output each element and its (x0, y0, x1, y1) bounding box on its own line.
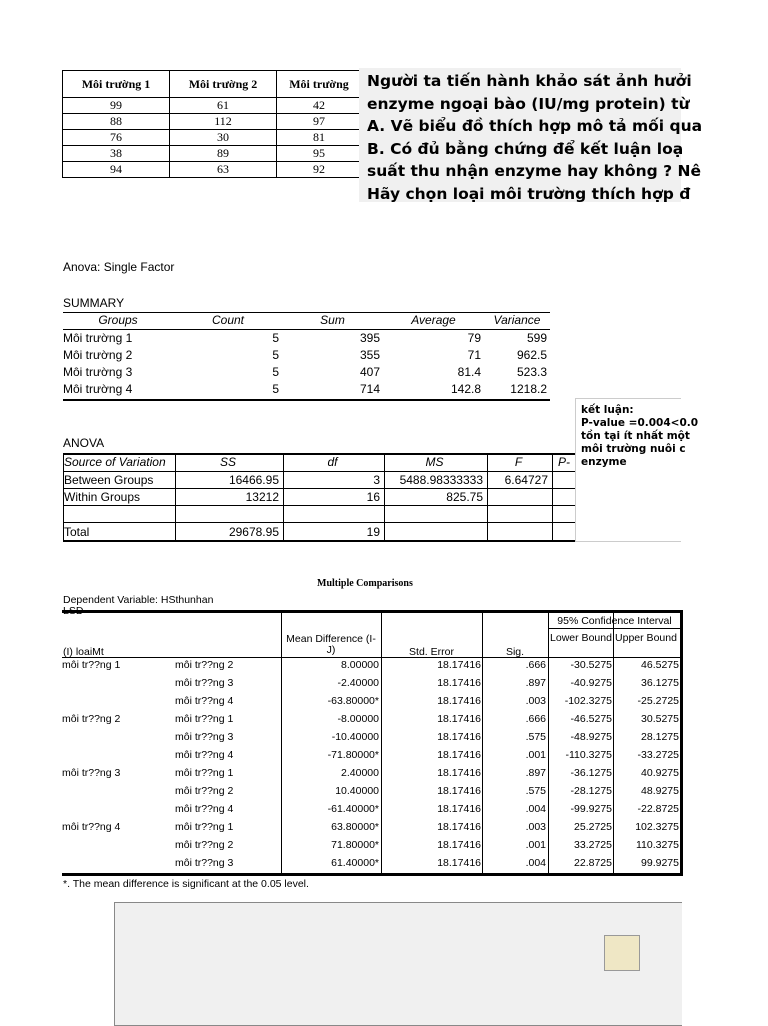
mc-cell: -110.3275 (565, 749, 612, 761)
ci-header: 95% Confidence Interval (557, 615, 672, 627)
mc-cell: 18.17416 (437, 677, 481, 689)
header-cell: Môi trường (277, 71, 362, 98)
table-row (63, 162, 362, 178)
mc-header-rule (62, 657, 682, 658)
mc-cell: môi tr??ng 3 (175, 677, 234, 689)
conclusion-line: kết luận: (581, 404, 634, 416)
mc-cell: 10.40000 (335, 785, 379, 797)
mc-cell: -36.1275 (570, 767, 612, 779)
mc-cell: 18.17416 (437, 857, 481, 869)
column-header: Lower Bound (550, 632, 612, 644)
problem-text-box (359, 68, 703, 203)
column-header: Variance (493, 313, 541, 327)
mc-col-rule (613, 610, 614, 873)
column-header: Groups (98, 313, 138, 327)
mc-cell: môi tr??ng 1 (62, 659, 121, 671)
column-header: (I) loaiMt (63, 646, 104, 658)
column-header: Sig. (505, 646, 525, 658)
mc-cell: -61.40000* (327, 803, 379, 815)
table-cell: 61 (170, 98, 277, 114)
mc-bottom-rule (62, 873, 682, 876)
column-header: Upper Bound (615, 632, 677, 644)
table-cell: 30 (170, 130, 277, 146)
mc-cell: 2.40000 (341, 767, 379, 779)
summary-cell: 142.8 (450, 382, 481, 396)
mc-top-rule (62, 610, 682, 613)
summary-cell: 395 (359, 331, 380, 345)
mc-cell: .666 (525, 713, 546, 725)
mc-cell: 28.1275 (641, 731, 679, 743)
mc-cell: -22.8725 (637, 803, 679, 815)
summary-cell: 523.3 (516, 365, 547, 379)
conclusion-box (575, 398, 699, 542)
mc-cell: 18.17416 (437, 839, 481, 851)
mc-col-rule (381, 610, 382, 873)
conclusion-line: tồn tại ít nhất một (581, 430, 690, 442)
mc-cell: môi tr??ng 1 (175, 821, 234, 833)
anova-cell: 16466.95 (228, 473, 279, 487)
anova-cell: 29678.95 (228, 524, 279, 539)
table-cell: 63 (170, 162, 277, 178)
mc-cell: môi tr??ng 4 (175, 803, 234, 815)
conclusion-line: enzyme (581, 456, 627, 468)
column-header: SS (219, 455, 236, 469)
mc-cell: môi tr??ng 1 (175, 767, 234, 779)
mc-cell: 22.8725 (574, 857, 612, 869)
summary-cell: 5 (272, 348, 279, 362)
problem-text-line: A. Vẽ biểu đồ thích hợp mô tả mối qua (367, 117, 703, 135)
mc-col-rule (482, 610, 483, 873)
problem-text-line: B. Có đủ bằng chứng để kết luận loạ (367, 139, 684, 158)
mc-cell: môi tr??ng 3 (175, 857, 234, 869)
header-cell: Môi trường 1 (63, 71, 170, 98)
mc-cell: 18.17416 (437, 731, 481, 743)
mc-cell: 40.9275 (641, 767, 679, 779)
table-cell: 112 (170, 114, 277, 130)
mc-cell: -8.00000 (337, 713, 379, 725)
summary-cell: Môi trường 3 (63, 365, 133, 379)
mc-cell: -30.5275 (570, 659, 612, 671)
mc-cell: 99.9275 (641, 857, 679, 869)
mc-cell: -40.9275 (570, 677, 612, 689)
mc-cell: -102.3275 (564, 695, 612, 707)
column-header: Std. Error (409, 646, 454, 658)
mc-cell: -46.5275 (570, 713, 612, 725)
mc-cell: 36.1275 (641, 677, 679, 689)
summary-label: SUMMARY (63, 296, 125, 310)
mc-cell: 25.2725 (574, 821, 612, 833)
conclusion-line: môi trường nuôi c (581, 443, 686, 455)
mc-col-rule (281, 610, 282, 873)
mc-cell: .666 (525, 659, 546, 671)
table-row (63, 146, 362, 162)
column-header: Source of Variation (64, 455, 166, 469)
column-header: P- (558, 455, 570, 469)
summary-cell: 599 (526, 331, 547, 345)
footnote: *. The mean difference is significant at the 0.05 level. (63, 878, 309, 890)
grey-panel (114, 902, 682, 1026)
table-cell: 95 (277, 146, 362, 162)
column-header: Count (211, 313, 245, 327)
lsd-label: LSD (63, 605, 84, 617)
mc-cell: 18.17416 (437, 695, 481, 707)
mc-cell: .004 (525, 803, 546, 815)
mc-cell: -71.80000* (327, 749, 379, 761)
mc-cell: -33.2725 (637, 749, 679, 761)
mc-cell: 18.17416 (437, 785, 481, 797)
summary-cell: 81.4 (457, 365, 481, 379)
table-cell: 38 (63, 146, 170, 162)
problem-text-line: enzyme ngoại bào (IU/mg protein) từ (367, 94, 690, 113)
summary-cell: 5 (272, 331, 279, 345)
summary-cell: 1218.2 (510, 382, 547, 396)
summary-cell: 79 (467, 331, 481, 345)
mc-cell: 18.17416 (437, 803, 481, 815)
mc-cell: 46.5275 (641, 659, 679, 671)
mc-cell: môi tr??ng 4 (175, 695, 234, 707)
anova-row-rule (63, 471, 575, 472)
mc-cell: -48.9275 (570, 731, 612, 743)
column-header: Average (411, 313, 456, 327)
mc-cell: môi tr??ng 3 (175, 731, 234, 743)
anova-row-rule (63, 522, 575, 523)
mc-cell: 18.17416 (437, 749, 481, 761)
mc-cell: 33.2725 (574, 839, 612, 851)
mc-cell: môi tr??ng 1 (175, 713, 234, 725)
anova-cell: 3 (373, 473, 380, 487)
summary-cell: 71 (467, 348, 481, 362)
mc-cell: 48.9275 (641, 785, 679, 797)
mc-cell: .575 (525, 785, 546, 797)
anova-cell: Total (64, 524, 90, 539)
table-cell: 97 (277, 114, 362, 130)
anova-cell: Within Groups (64, 490, 141, 505)
mc-cell: -63.80000* (327, 695, 379, 707)
summary-bottom-rule (63, 399, 550, 401)
summary-header-rule (63, 329, 550, 330)
mc-cell: -99.9275 (570, 803, 612, 815)
summary-cell: 5 (272, 382, 279, 396)
mc-cell: .897 (525, 677, 546, 689)
anova-cell: 16 (366, 490, 380, 505)
summary-cell: 714 (359, 382, 380, 396)
anova-title: Anova: Single Factor (63, 260, 175, 274)
summary-cell: 355 (359, 348, 380, 362)
mc-right-rule (680, 610, 683, 876)
conclusion-line: P-value =0.004<0.0 (581, 417, 699, 429)
anova-cell: Between Groups (64, 473, 154, 487)
summary-cell: 962.5 (516, 348, 547, 362)
mc-cell: 18.17416 (437, 659, 481, 671)
mc-cell: .897 (525, 767, 546, 779)
mc-cell: 61.40000* (331, 857, 379, 869)
mc-cell: .003 (525, 821, 546, 833)
panel-button[interactable] (604, 935, 640, 971)
mc-cell: môi tr??ng 4 (175, 749, 234, 761)
mc-cell: .001 (525, 839, 546, 851)
mc-title: Multiple Comparisons (317, 578, 413, 589)
mc-cell: môi tr??ng 3 (62, 767, 121, 779)
column-header: Mean Difference (I-J) (286, 633, 376, 656)
mc-cell: 110.3275 (635, 839, 679, 851)
mc-cell: môi tr??ng 4 (62, 821, 121, 833)
column-header: F (514, 455, 523, 469)
mc-cell: 71.80000* (331, 839, 379, 851)
mc-cell: 30.5275 (641, 713, 679, 725)
mc-ci-rule (548, 628, 680, 629)
summary-cell: Môi trường 2 (63, 348, 133, 362)
table-cell: 89 (170, 146, 277, 162)
column-header: MS (425, 455, 444, 469)
mc-cell: 8.00000 (341, 659, 379, 671)
anova-label: ANOVA (63, 436, 105, 450)
table-cell: 99 (63, 98, 170, 114)
anova-cell: 6.64727 (504, 473, 548, 487)
column-header: Sum (320, 313, 345, 327)
mc-cell: 102.3275 (635, 821, 679, 833)
anova-cell: 5488.98333333 (399, 473, 483, 487)
mc-cell: 18.17416 (437, 767, 481, 779)
problem-text-line: Hãy chọn loại môi trường thích hợp đ (367, 184, 691, 203)
mc-cell: .575 (525, 731, 546, 743)
mc-col-rule (548, 610, 549, 873)
table-cell: 92 (277, 162, 362, 178)
problem-text-line: Người ta tiến hành khảo sát ảnh hưởi (367, 72, 692, 90)
header-cell: Môi trường 2 (170, 71, 277, 98)
mc-cell: môi tr??ng 2 (175, 785, 234, 797)
mc-cell: 18.17416 (437, 713, 481, 725)
anova-row-rule (63, 488, 575, 489)
problem-text-line: suất thu nhận enzyme hay không ? Nê (367, 162, 701, 180)
column-header: df (327, 455, 338, 469)
mc-cell: .004 (525, 857, 546, 869)
mc-cell: môi tr??ng 2 (175, 839, 234, 851)
table-cell: 88 (63, 114, 170, 130)
data-table (62, 70, 362, 178)
dependent-variable: Dependent Variable: HSthunhan (63, 594, 214, 606)
mc-cell: .003 (525, 695, 546, 707)
table-cell: 76 (63, 130, 170, 146)
table-cell: 81 (277, 130, 362, 146)
anova-cell: 13212 (245, 490, 279, 505)
anova-cell: 19 (366, 524, 380, 539)
summary-cell: 5 (272, 365, 279, 379)
multiple-comparisons-table (62, 610, 682, 876)
table-cell: 42 (277, 98, 362, 114)
anova-row-rule (63, 540, 575, 542)
table-row (63, 130, 362, 146)
summary-cell: Môi trường 1 (63, 331, 133, 345)
mc-cell: môi tr??ng 2 (175, 659, 234, 671)
mc-cell: 18.17416 (437, 821, 481, 833)
mc-cell: .001 (525, 749, 546, 761)
table-row (63, 98, 362, 114)
table-row (63, 114, 362, 130)
mc-cell: môi tr??ng 2 (62, 713, 121, 725)
table-cell: 94 (63, 162, 170, 178)
anova-cell: 825.75 (446, 490, 483, 505)
mc-cell: 63.80000* (331, 821, 379, 833)
anova-row-rule (63, 505, 575, 506)
summary-cell: Môi trường 4 (63, 382, 133, 396)
mc-cell: -25.2725 (637, 695, 679, 707)
summary-cell: 407 (359, 365, 380, 379)
mc-cell: -10.40000 (331, 731, 379, 743)
mc-cell: -28.1275 (570, 785, 612, 797)
mc-cell: -2.40000 (337, 677, 379, 689)
